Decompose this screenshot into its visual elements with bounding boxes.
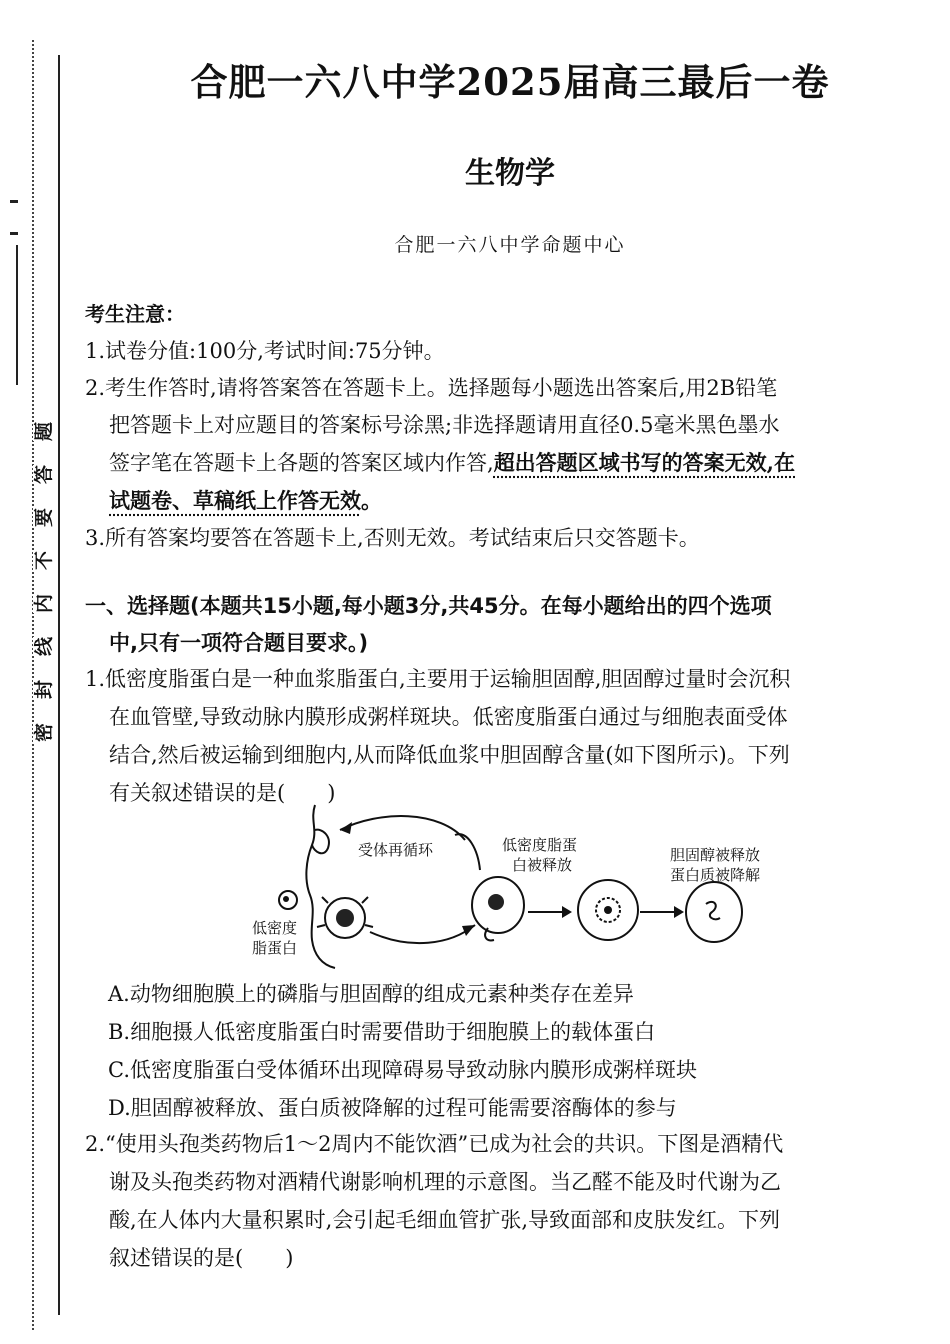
ldl-core-icon [283,896,289,902]
notice-emphasis-text: 超出答题区域书写的答案无效,在 [493,450,795,475]
endosome-receptor [485,928,494,940]
recycle-arrow [340,816,465,840]
question-1-line-3: 结合,然后被运输到细胞内,从而降低血浆中胆固醇含量(如下图所示)。下列 [109,743,790,767]
question-2-line-3: 酸,在人体内大量积累时,会引起毛细血管扩张,导致面部和皮肤发红。下列 [109,1208,781,1232]
ldl-endocytosis-diagram [240,800,800,970]
setter-name: 合肥一六八中学命题中心 [394,234,626,256]
warning-char: 封 [33,679,56,700]
notice-heading: 考生注意： [85,302,185,326]
warning-char: 题 [33,421,56,442]
notice-item-3: 3.所有答案均要答在答题卡上,否则无效。考试结束后只交答题卡。 [85,526,700,550]
exam-title: 合肥一六八中学2025届高三最后一卷 [190,60,830,104]
label-ldl-released-2: 白被释放 [512,856,573,874]
warning-char: 答 [33,464,56,485]
margin-mark [10,200,18,203]
recycle-arrowhead-icon [340,822,352,834]
arrowhead-icon [674,906,684,918]
label-ldl-released-1: 低密度脂蛋 [502,836,578,854]
question-2-line-4: 叙述错误的是( ) [109,1246,294,1270]
label-ldl-1: 低密度 [252,919,298,937]
question-1-options [108,975,938,1127]
question-2-line-2: 谢及头孢类药物对酒精代谢影响机理的示意图。当乙醛不能及时代谢为乙 [109,1170,781,1194]
notice-emphasis-text: 试题卷、草稿纸上作答无效 [109,488,361,513]
exam-notice [85,296,925,557]
notice-item-2-line-2: 把答题卡上对应题目的答案标号涂黑;非选择题请用直径0.5毫米黑色墨水 [109,413,780,437]
notice-plain-text: 签字笔在答题卡上各题的答案区域内作答, [109,451,494,475]
lysosome-core [604,906,612,914]
question-2 [85,1125,935,1277]
degraded-fragments [706,902,720,919]
section-heading-line-2: 中,只有一项符合题目要求。) [109,631,369,655]
warning-char: 密 [33,722,56,743]
option-d: D.胆固醇被释放、蛋白质被降解的过程可能需要溶酶体的参与 [108,1096,677,1120]
notice-period: 。 [361,488,382,513]
binding-margin [0,0,80,1344]
question-2-line-1: 2.“使用头孢类药物后1～2周内不能饮酒”已成为社会的共识。下图是酒精代 [85,1132,784,1156]
label-protein-degraded: 蛋白质被降解 [670,866,761,884]
label-receptor-recycle: 受体再循环 [358,841,434,859]
question-1-line-2: 在血管壁,导致动脉内膜形成粥样斑块。低密度脂蛋白通过与细胞表面受体 [109,705,788,729]
margin-mark [10,232,18,235]
option-a: A.动物细胞膜上的磷脂与胆固醇的组成元素种类存在差异 [108,982,634,1006]
warning-char: 内 [33,593,56,614]
warning-char: 线 [33,636,56,657]
section-heading-line-1: 一、选择题(本题共15小题,每小题3分,共45分。在每小题给出的四个选项 [85,594,772,618]
notice-item-2-line-3 [85,444,925,482]
option-b: B.细胞摄人低密度脂蛋白时需要借助于细胞膜上的载体蛋白 [108,1020,656,1044]
warning-char: 要 [33,507,56,528]
degradation-vesicle [686,882,742,942]
option-c: C.低密度脂蛋白受体循环出现障碍易导致动脉内膜形成粥样斑块 [108,1058,697,1082]
endocytosis-arrowhead-icon [462,925,475,936]
section-heading [85,588,935,662]
margin-line [16,245,18,385]
endocytosis-arrow [370,925,475,943]
question-1-line-4: 有关叙述错误的是( ) [109,781,336,805]
seal-warning-text [30,420,60,744]
label-cholesterol-released: 胆固醇被释放 [670,846,761,864]
arrowhead-icon [562,906,572,918]
question-1-line-1: 1.低密度脂蛋白是一种血浆脂蛋白,主要用于运输胆固醇,胆固醇过量时会沉积 [85,667,791,691]
notice-item-1: 1.试卷分值:100分,考试时间:75分钟。 [85,339,445,363]
notice-item-2-line-4 [85,482,925,520]
released-ldl [488,894,504,910]
notice-item-2-line-1: 2.考生作答时,请将答案答在答题卡上。选择题每小题选出答案后,用2B铅笔 [85,376,778,400]
subject-title: 生物学 [465,156,555,191]
ldl-in-pit [336,909,354,927]
endosome-tail [455,834,480,870]
label-ldl-2: 脂蛋白 [252,939,298,957]
warning-char: 不 [33,550,56,571]
question-1 [85,660,935,812]
